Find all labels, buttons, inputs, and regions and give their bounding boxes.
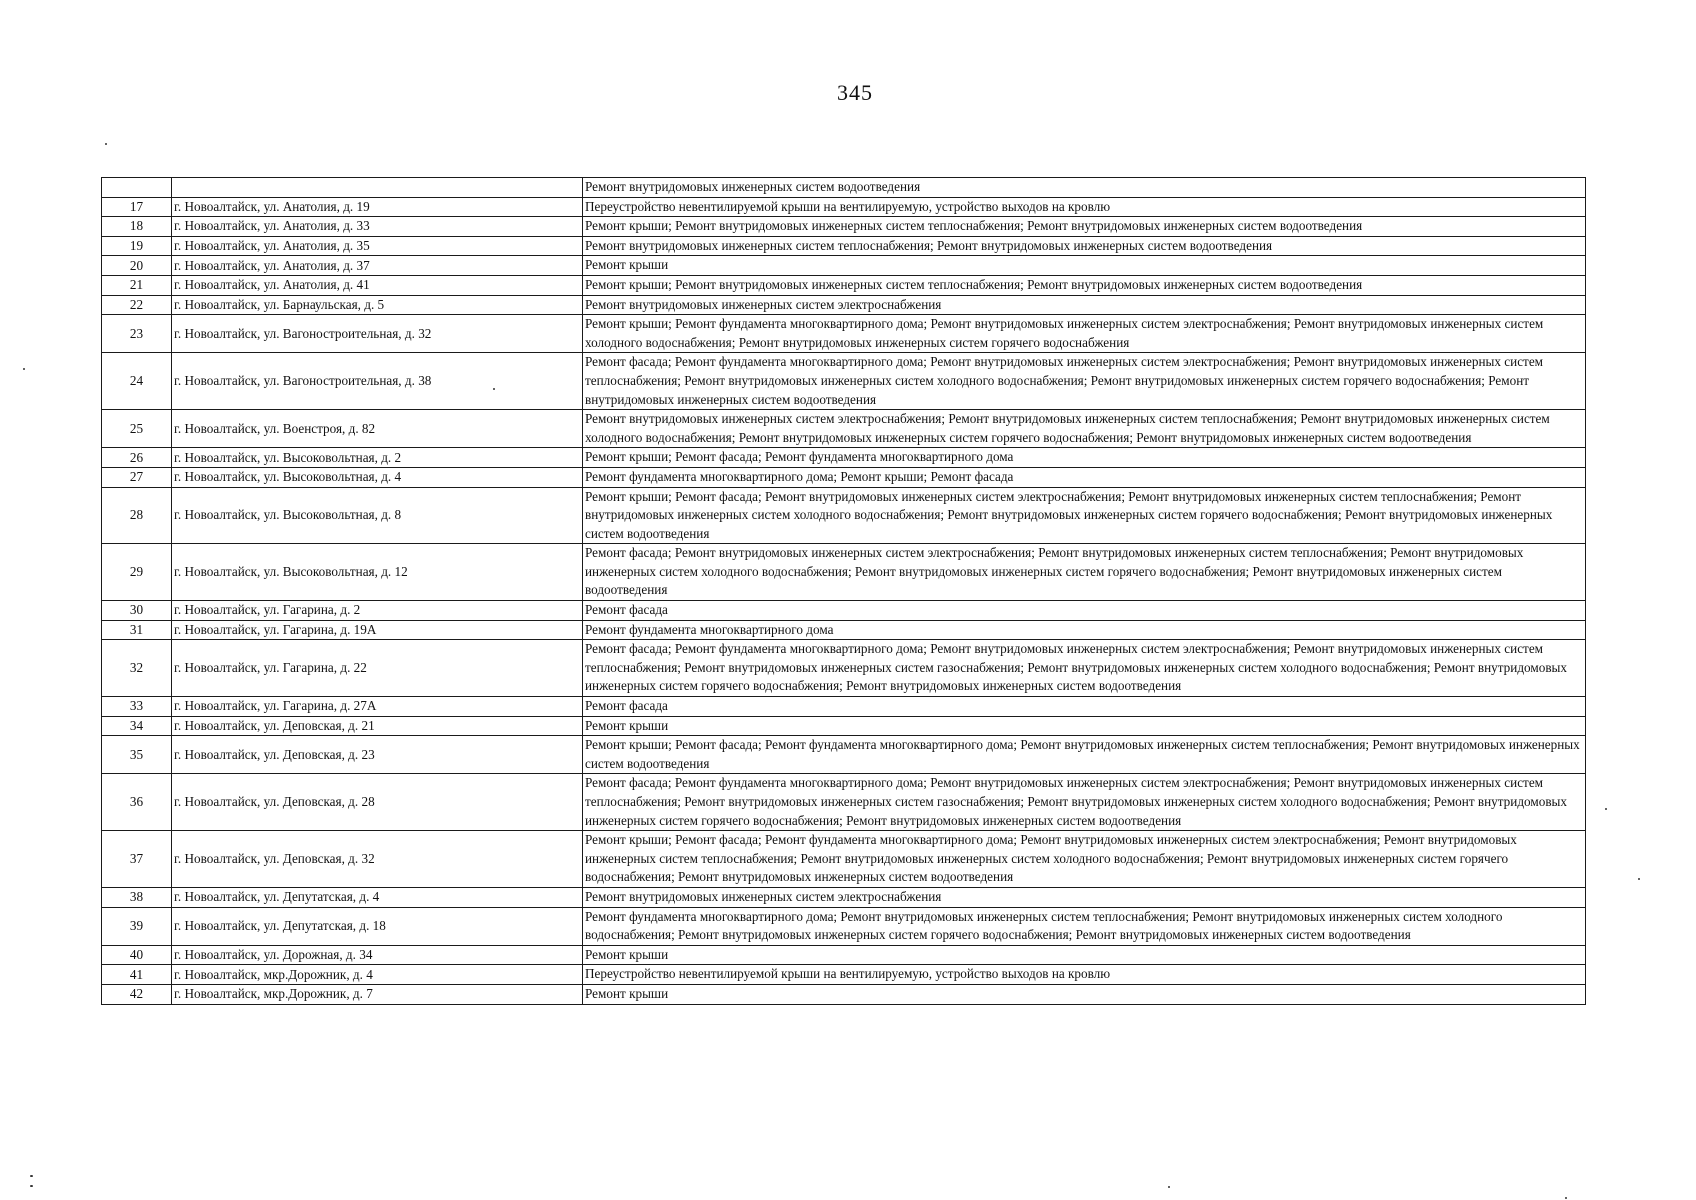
row-works: Ремонт фасада; Ремонт фундамента многоквартирного дома; Ремонт внутридомовых инженерных систем электроснабжения; Ремонт внутридомовых инженерных систем теплоснабжения; Ремонт внутридомовых инженерных систем холодного водоснабжения; Ремонт внутридомовых инженерных систем горячего водоснабжения; Ремонт внутридомовых инженерных систем водоотведения [583, 353, 1586, 410]
row-number: 23 [102, 315, 172, 353]
row-works: Ремонт крыши; Ремонт фасада; Ремонт фундамента многоквартирного дома [583, 448, 1586, 468]
table-row [102, 640, 1586, 697]
table-row [102, 620, 1586, 640]
continuation-row [102, 178, 1586, 198]
row-address: г. Новоалтайск, ул. Деповская, д. 21 [172, 716, 583, 736]
row-works: Ремонт фасада; Ремонт фундамента многоквартирного дома; Ремонт внутридомовых инженерных систем электроснабжения; Ремонт внутридомовых инженерных систем теплоснабжения; Ремонт внутридомовых инженерных систем газоснабжения; Ремонт внутридомовых инженерных систем холодного водоснабжения; Ремонт внутридомовых инженерных систем горячего водоснабжения; Ремонт внутридомовых инженерных систем водоотведения [583, 774, 1586, 831]
table-row [102, 831, 1586, 888]
row-works: Ремонт фасада; Ремонт внутридомовых инженерных систем электроснабжения; Ремонт внутридомовых инженерных систем теплоснабжения; Ремонт внутридомовых инженерных систем холодного водоснабжения; Ремонт внутридомовых инженерных систем горячего водоснабжения; Ремонт внутридомовых инженерных систем водоотведения [583, 544, 1586, 601]
row-address: г. Новоалтайск, ул. Анатолия, д. 35 [172, 236, 583, 256]
row-works: Ремонт крыши; Ремонт фундамента многоквартирного дома; Ремонт внутридомовых инженерных систем электроснабжения; Ремонт внутридомовых инженерных систем холодного водоснабжения; Ремонт внутридомовых инженерных систем горячего водоснабжения [583, 315, 1586, 353]
row-number: 38 [102, 887, 172, 907]
row-works: Ремонт крыши [583, 945, 1586, 965]
row-number: 20 [102, 256, 172, 276]
row-number: 19 [102, 236, 172, 256]
row-works: Ремонт фасада; Ремонт фундамента многоквартирного дома; Ремонт внутридомовых инженерных систем электроснабжения; Ремонт внутридомовых инженерных систем теплоснабжения; Ремонт внутридомовых инженерных систем газоснабжения; Ремонт внутридомовых инженерных систем холодного водоснабжения; Ремонт внутридомовых инженерных систем горячего водоснабжения; Ремонт внутридомовых инженерных систем водоотведения [583, 640, 1586, 697]
repair-works-table [101, 177, 1586, 1005]
row-address: г. Новоалтайск, ул. Гагарина, д. 27А [172, 697, 583, 717]
table-row [102, 197, 1586, 217]
row-number: 29 [102, 544, 172, 601]
row-address: г. Новоалтайск, ул. Деповская, д. 28 [172, 774, 583, 831]
row-number: 24 [102, 353, 172, 410]
table-row [102, 544, 1586, 601]
row-number: 32 [102, 640, 172, 697]
row-address: г. Новоалтайск, ул. Анатолия, д. 19 [172, 197, 583, 217]
row-works: Ремонт крыши [583, 716, 1586, 736]
row-works: Ремонт фундамента многоквартирного дома; Ремонт крыши; Ремонт фасада [583, 467, 1586, 487]
table-row [102, 601, 1586, 621]
row-address: г. Новоалтайск, ул. Анатолия, д. 37 [172, 256, 583, 276]
row-works: Переустройство невентилируемой крыши на вентилируемую, устройство выходов на кровлю [583, 197, 1586, 217]
row-number: 39 [102, 907, 172, 945]
row-address: г. Новоалтайск, ул. Деповская, д. 32 [172, 831, 583, 888]
table-row [102, 295, 1586, 315]
row-number: 40 [102, 945, 172, 965]
row-number: 42 [102, 984, 172, 1004]
row-address: г. Новоалтайск, ул. Вагоностроительная, д. 38 [172, 353, 583, 410]
row-number: 22 [102, 295, 172, 315]
table-row [102, 984, 1586, 1004]
row-address: г. Новоалтайск, мкр.Дорожник, д. 4 [172, 965, 583, 985]
table-row [102, 448, 1586, 468]
row-works: Ремонт внутридомовых инженерных систем теплоснабжения; Ремонт внутридомовых инженерных систем водоотведения [583, 236, 1586, 256]
row-address: г. Новоалтайск, ул. Военстроя, д. 82 [172, 410, 583, 448]
row-number: 34 [102, 716, 172, 736]
row-address [172, 178, 583, 198]
row-address: г. Новоалтайск, ул. Высоковольтная, д. 2 [172, 448, 583, 468]
table-row [102, 217, 1586, 237]
row-address: г. Новоалтайск, ул. Анатолия, д. 41 [172, 275, 583, 295]
row-number: 25 [102, 410, 172, 448]
row-number: 21 [102, 275, 172, 295]
row-address: г. Новоалтайск, ул. Депутатская, д. 18 [172, 907, 583, 945]
scan-speck [23, 368, 25, 370]
row-address: г. Новоалтайск, ул. Депутатская, д. 4 [172, 887, 583, 907]
row-works: Ремонт крыши; Ремонт фасада; Ремонт фундамента многоквартирного дома; Ремонт внутридомовых инженерных систем электроснабжения; Ремонт внутридомовых инженерных систем теплоснабжения; Ремонт внутридомовых инженерных систем холодного водоснабжения; Ремонт внутридомовых инженерных систем горячего водоснабжения; Ремонт внутридомовых инженерных систем водоотведения [583, 831, 1586, 888]
page-number: 345 [837, 80, 873, 105]
scan-speck [105, 143, 107, 145]
table-row [102, 907, 1586, 945]
scan-speck [30, 1185, 33, 1187]
row-number: 18 [102, 217, 172, 237]
row-number: 30 [102, 601, 172, 621]
table-row [102, 410, 1586, 448]
table-row [102, 736, 1586, 774]
row-address: г. Новоалтайск, ул. Вагоностроительная, д. 32 [172, 315, 583, 353]
table-body [102, 178, 1586, 1005]
table-row [102, 353, 1586, 410]
table-row [102, 487, 1586, 544]
row-works: Ремонт фундамента многоквартирного дома; Ремонт внутридомовых инженерных систем теплоснабжения; Ремонт внутридомовых инженерных систем холодного водоснабжения; Ремонт внутридомовых инженерных систем горячего водоснабжения; Ремонт внутридомовых инженерных систем водоотведения [583, 907, 1586, 945]
row-works: Ремонт крыши; Ремонт фасада; Ремонт внутридомовых инженерных систем электроснабжения; Ремонт внутридомовых инженерных систем теплоснабжения; Ремонт внутридомовых инженерных систем холодного водоснабжения; Ремонт внутридомовых инженерных систем горячего водоснабжения; Ремонт внутридомовых инженерных систем водоотведения [583, 487, 1586, 544]
table-row [102, 774, 1586, 831]
row-address: г. Новоалтайск, ул. Гагарина, д. 19А [172, 620, 583, 640]
table-row [102, 275, 1586, 295]
row-number: 31 [102, 620, 172, 640]
row-address: г. Новоалтайск, ул. Гагарина, д. 22 [172, 640, 583, 697]
row-works: Ремонт внутридомовых инженерных систем электроснабжения [583, 295, 1586, 315]
table-row [102, 315, 1586, 353]
scan-speck [493, 388, 495, 390]
row-works: Ремонт внутридомовых инженерных систем электроснабжения [583, 887, 1586, 907]
row-address: г. Новоалтайск, ул. Анатолия, д. 33 [172, 217, 583, 237]
table-row [102, 236, 1586, 256]
table-row [102, 887, 1586, 907]
row-number: 35 [102, 736, 172, 774]
scan-speck [1638, 878, 1640, 880]
row-address: г. Новоалтайск, мкр.Дорожник, д. 7 [172, 984, 583, 1004]
scan-speck [1168, 1186, 1170, 1188]
row-address: г. Новоалтайск, ул. Барнаульская, д. 5 [172, 295, 583, 315]
row-number [102, 178, 172, 198]
row-number: 37 [102, 831, 172, 888]
table-row [102, 256, 1586, 276]
row-number: 41 [102, 965, 172, 985]
row-number: 17 [102, 197, 172, 217]
row-number: 36 [102, 774, 172, 831]
row-number: 26 [102, 448, 172, 468]
row-works: Ремонт внутридомовых инженерных систем водоотведения [583, 178, 1586, 198]
table-row [102, 467, 1586, 487]
row-number: 28 [102, 487, 172, 544]
row-works: Ремонт фундамента многоквартирного дома [583, 620, 1586, 640]
scan-speck [1605, 808, 1607, 810]
row-works: Ремонт крыши; Ремонт внутридомовых инженерных систем теплоснабжения; Ремонт внутридомовых инженерных систем водоотведения [583, 275, 1586, 295]
row-works: Переустройство невентилируемой крыши на вентилируемую, устройство выходов на кровлю [583, 965, 1586, 985]
row-address: г. Новоалтайск, ул. Гагарина, д. 2 [172, 601, 583, 621]
row-number: 33 [102, 697, 172, 717]
table-row [102, 716, 1586, 736]
row-address: г. Новоалтайск, ул. Деповская, д. 23 [172, 736, 583, 774]
row-address: г. Новоалтайск, ул. Высоковольтная, д. 12 [172, 544, 583, 601]
row-works: Ремонт крыши [583, 256, 1586, 276]
row-address: г. Новоалтайск, ул. Дорожная, д. 34 [172, 945, 583, 965]
scan-speck [30, 1175, 33, 1177]
row-address: г. Новоалтайск, ул. Высоковольтная, д. 8 [172, 487, 583, 544]
row-number: 27 [102, 467, 172, 487]
row-works: Ремонт фасада [583, 697, 1586, 717]
scan-speck [1565, 1197, 1567, 1199]
table-row [102, 965, 1586, 985]
row-address: г. Новоалтайск, ул. Высоковольтная, д. 4 [172, 467, 583, 487]
row-works: Ремонт крыши; Ремонт внутридомовых инженерных систем теплоснабжения; Ремонт внутридомовых инженерных систем водоотведения [583, 217, 1586, 237]
row-works: Ремонт крыши [583, 984, 1586, 1004]
table-row [102, 697, 1586, 717]
row-works: Ремонт внутридомовых инженерных систем электроснабжения; Ремонт внутридомовых инженерных систем теплоснабжения; Ремонт внутридомовых инженерных систем холодного водоснабжения; Ремонт внутридомовых инженерных систем горячего водоснабжения; Ремонт внутридомовых инженерных систем водоотведения [583, 410, 1586, 448]
row-works: Ремонт крыши; Ремонт фасада; Ремонт фундамента многоквартирного дома; Ремонт внутридомовых инженерных систем теплоснабжения; Ремонт внутридомовых инженерных систем водоотведения [583, 736, 1586, 774]
table-row [102, 945, 1586, 965]
row-works: Ремонт фасада [583, 601, 1586, 621]
